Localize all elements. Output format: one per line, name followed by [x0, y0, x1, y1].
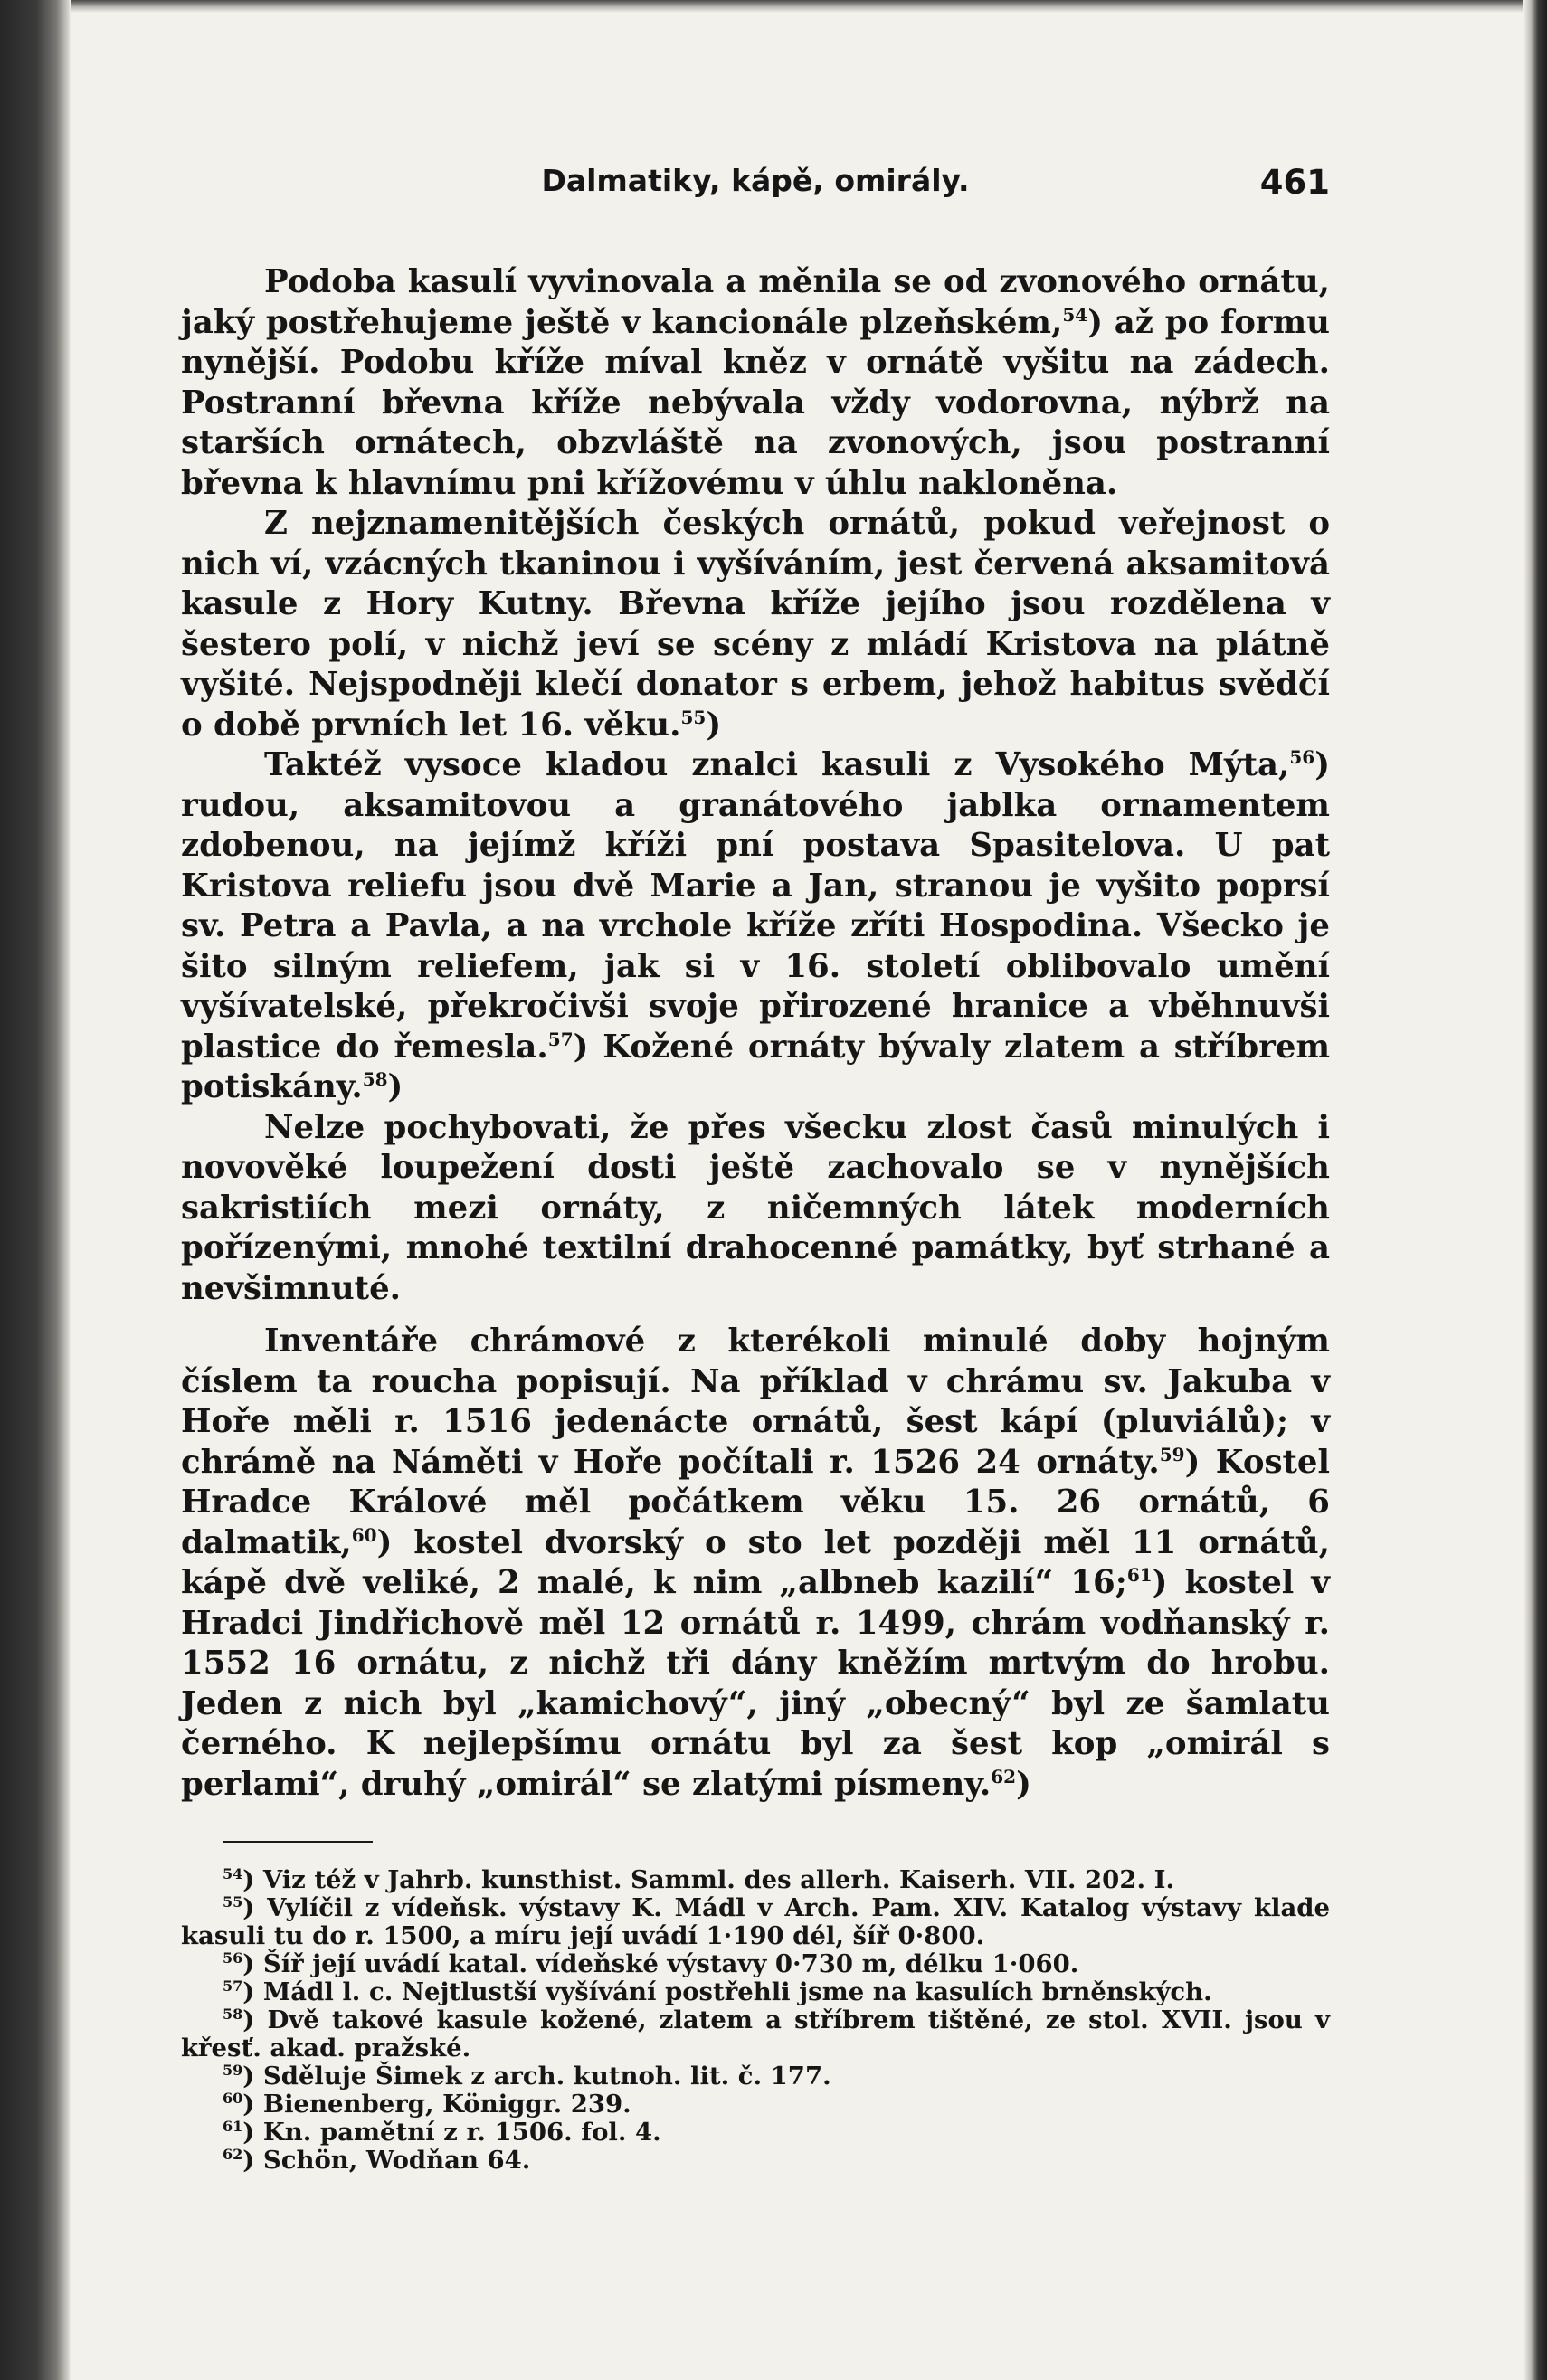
footnote-rule — [223, 1841, 373, 1843]
scan-edge-left — [0, 0, 71, 2380]
paragraph — [181, 1322, 1330, 1805]
footnote-number: 57 — [223, 1977, 243, 1995]
paragraph — [181, 504, 1330, 745]
page-header — [181, 163, 1330, 217]
footnote-reference[interactable]: 58 — [362, 1068, 388, 1091]
running-head: Dalmatiky, kápě, omirály. — [541, 163, 970, 198]
footnote — [181, 2062, 1330, 2091]
footnote-number: 61 — [223, 2117, 243, 2135]
body-text — [181, 262, 1330, 1805]
footnote — [181, 1950, 1330, 1978]
footnote-reference[interactable]: 60 — [351, 1523, 377, 1546]
paragraph-text: Taktéž vysoce kladou znalci kasuli z Vysokého Mýta, — [264, 746, 1290, 783]
footnote-number: 56 — [223, 1949, 243, 1967]
footnote-reference[interactable]: 55 — [680, 706, 707, 728]
footnote-text: ) Mádl l. c. Nejtlustší vyšívání postřehli jsme na kasulích brněnských. — [242, 1977, 1212, 2006]
footnote-reference[interactable]: 56 — [1289, 746, 1315, 769]
scan-edge-top — [71, 0, 1523, 13]
footnote-number: 54 — [223, 1864, 243, 1882]
footnote-number: 62 — [223, 2145, 243, 2163]
footnote-number: 58 — [223, 2005, 243, 2023]
book-page — [181, 163, 1330, 2175]
footnote-text: ) Šíř její uvádí katal. vídeňské výstavy 0·730 m, délku 1·060. — [242, 1949, 1079, 1978]
footnote-text: ) Bienenberg, Königgr. 239. — [242, 2090, 631, 2119]
paragraph-text: ) rudou, aksamitovou a granátového jablka ornamentem zdobenou, na jejímž kříži pní postava Spasitelova. U pat Kristova reliefu jsou dvě Marie a Jan, stranou je vyšito poprsí sv. Petra a Pavla, a na vrchole kříže zříti Hospodina. Všecko je šito silným reliefem, jak si v 16. století oblibovalo umění vyšívatelské, překročivši svoje přirozené hranice a vběhnuvši plastice do řemesla. — [181, 746, 1330, 1066]
paragraph-text: ) Kožené ornáty bývaly zlatem a stříbrem potiskány. — [181, 1028, 1331, 1105]
page-number: 461 — [1259, 163, 1330, 202]
footnote — [181, 2119, 1330, 2147]
paragraph — [181, 1108, 1330, 1310]
footnote-reference[interactable]: 57 — [547, 1028, 574, 1050]
paragraph-text: Inventáře chrámové z kterékoli minulé doby hojným číslem ta roucha popisují. Na příklad v chrámu sv. Jakuba v Hoře měli r. 1516 jedenácte ornátů, šest kápí (pluviálů); v chrámě na Náměti v Hoře počítali r. 1526 24 ornáty. — [181, 1323, 1330, 1481]
paragraph-text: ) až po formu nynější. Podobu kříže míval kněz v ornátě vyšitu na zádech. Postranní břevna kříže nebývala vždy vodorovna, nýbrž na starších ornátech, obzvláště na zvonových, jsou postranní břevna k hlavnímu pni křížovému v úhlu nakloněna. — [181, 303, 1330, 502]
footnote-number: 60 — [223, 2089, 243, 2107]
paragraph-text: Z nejznamenitějších českých ornátů, pokud veřejnost o nich ví, vzácných tkaninou i vyšíváním, jest červená aksamitová kasule z Hory Kutny. Břevna kříže jejího jsou rozdělena v šestero polí, v nichž jeví se scény z mládí Kristova na plátně vyšité. Nejspodněji klečí donator s erbem, jehož habitus svědčí o době prvních let 16. věku. — [181, 505, 1330, 744]
paragraph-text: ) — [1016, 1765, 1031, 1803]
footnote-text: ) Kn. pamětní z r. 1506. fol. 4. — [242, 2118, 661, 2147]
footnotes — [181, 1866, 1330, 2175]
footnote — [181, 2006, 1330, 2062]
paragraph-text: ) kostel dvorský o sto let později měl 11 ornátů, kápě dvě veliké, 2 malé, k nim „albneb kazilí“ 16; — [181, 1523, 1330, 1601]
footnote-text: ) Dvě takové kasule kožené, zlatem a stříbrem tištěné, ze stol. XVII. jsou v křesť. akad. pražské. — [181, 2005, 1330, 2062]
paragraph-text: ) kostel v Hradci Jindřichově měl 12 ornátů r. 1499, chrám vodňanský r. 1552 16 ornátu, z nichž tři dány kněžím mrtvým do hrobu. Jeden z nich byl „kamichový“, jiný „obecný“ byl ze šamlatu černého. K nejlepšímu ornátu byl za šest kop „omirál s perlami“, druhý „omirál“ se zlatými písmeny. — [181, 1564, 1331, 1803]
paragraph-text: ) — [387, 1068, 403, 1105]
scan-edge-right — [1523, 0, 1547, 2380]
footnote — [181, 1866, 1330, 1894]
paragraph-text: ) — [706, 706, 722, 744]
footnote-reference[interactable]: 62 — [991, 1765, 1017, 1787]
footnote — [181, 2147, 1330, 2175]
footnote-text: ) Vylíčil z vídeňsk. výstavy K. Mádl v Arch. Pam. XIV. Katalog výstavy klade kasuli tu do r. 1500, a míru její uvádí 1·190 dél, šíř 0·800. — [181, 1893, 1330, 1950]
footnote-number: 59 — [223, 2061, 243, 2079]
paragraph — [181, 262, 1330, 504]
paragraph-text: Podoba kasulí vyvinovala a měnila se od zvonového ornátu, jaký postřehujeme ještě v kancionále plzeňském, — [181, 263, 1330, 341]
paragraph-text: Nelze pochybovati, že přes všecku zlost časů minulých i novověké loupežení dosti ještě zachovalo se v nynějších sakristiích mezi ornáty, z ničemných látek moderních pořízenými, mnohé textilní drahocenné památky, byť strhané a nevšimnuté. — [181, 1108, 1330, 1307]
footnote — [181, 1894, 1330, 1950]
footnote-text: ) Schön, Wodňan 64. — [242, 2146, 531, 2175]
footnote — [181, 1978, 1330, 2006]
footnote-text: ) Sděluje Šimek z arch. kutnoh. lit. č. 177. — [242, 2062, 831, 2091]
footnote — [181, 2091, 1330, 2119]
footnote-reference[interactable]: 59 — [1159, 1443, 1185, 1465]
footnote-reference[interactable]: 54 — [1062, 303, 1088, 326]
paragraph-text: ) Kostel Hradce Králové měl počátkem věku 15. 26 ornátů, 6 dalmatik, — [181, 1443, 1330, 1561]
footnote-reference[interactable]: 61 — [1126, 1564, 1153, 1587]
paragraph — [181, 745, 1330, 1108]
footnote-text: ) Viz též v Jahrb. kunsthist. Samml. des allerh. Kaiserh. VII. 202. I. — [242, 1865, 1175, 1894]
footnote-number: 55 — [223, 1892, 243, 1911]
